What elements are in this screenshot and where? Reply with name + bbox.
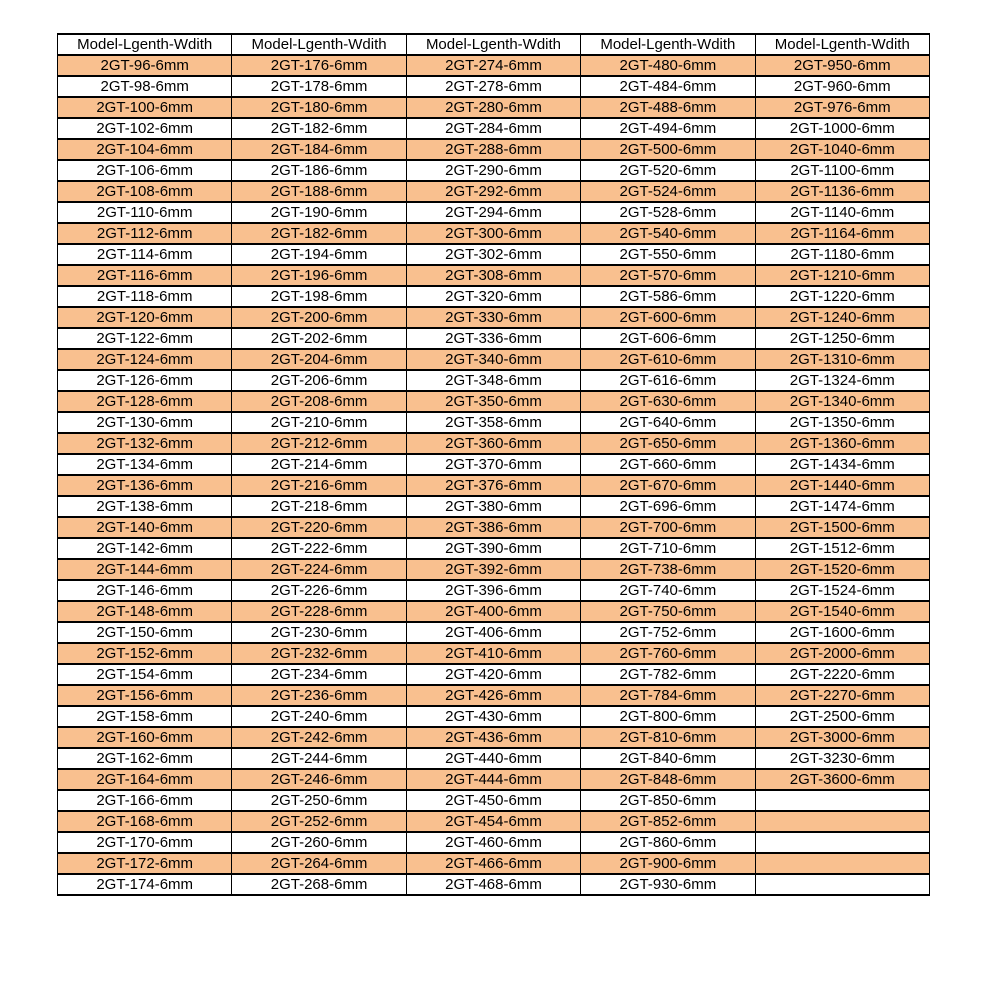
model-cell: 2GT-840-6mm	[581, 748, 755, 769]
model-cell: 2GT-278-6mm	[406, 76, 580, 97]
model-cell: 2GT-320-6mm	[406, 286, 580, 307]
model-cell: 2GT-410-6mm	[406, 643, 580, 664]
model-cell: 2GT-2000-6mm	[755, 643, 929, 664]
model-cell: 2GT-234-6mm	[232, 664, 406, 685]
model-cell: 2GT-976-6mm	[755, 97, 929, 118]
table-row	[58, 811, 930, 832]
model-cell: 2GT-138-6mm	[58, 496, 232, 517]
table-row	[58, 433, 930, 454]
model-cell: 2GT-208-6mm	[232, 391, 406, 412]
table-row	[58, 307, 930, 328]
model-cell: 2GT-386-6mm	[406, 517, 580, 538]
model-cell: 2GT-194-6mm	[232, 244, 406, 265]
model-cell: 2GT-1434-6mm	[755, 454, 929, 475]
model-cell: 2GT-640-6mm	[581, 412, 755, 433]
model-cell: 2GT-740-6mm	[581, 580, 755, 601]
table-row	[58, 265, 930, 286]
spec-table	[57, 33, 930, 896]
model-cell: 2GT-1310-6mm	[755, 349, 929, 370]
model-cell: 2GT-3230-6mm	[755, 748, 929, 769]
model-cell: 2GT-1136-6mm	[755, 181, 929, 202]
model-cell: 2GT-500-6mm	[581, 139, 755, 160]
model-cell: 2GT-616-6mm	[581, 370, 755, 391]
model-cell: 2GT-274-6mm	[406, 55, 580, 76]
table-row	[58, 160, 930, 181]
model-cell: 2GT-242-6mm	[232, 727, 406, 748]
model-cell: 2GT-176-6mm	[232, 55, 406, 76]
header-cell: Model-Lgenth-Wdith	[406, 34, 580, 55]
model-cell: 2GT-738-6mm	[581, 559, 755, 580]
model-cell: 2GT-1340-6mm	[755, 391, 929, 412]
model-cell: 2GT-784-6mm	[581, 685, 755, 706]
model-cell: 2GT-782-6mm	[581, 664, 755, 685]
model-cell: 2GT-348-6mm	[406, 370, 580, 391]
model-cell: 2GT-230-6mm	[232, 622, 406, 643]
model-cell: 2GT-900-6mm	[581, 853, 755, 874]
model-cell: 2GT-100-6mm	[58, 97, 232, 118]
model-cell: 2GT-454-6mm	[406, 811, 580, 832]
model-cell: 2GT-300-6mm	[406, 223, 580, 244]
model-cell: 2GT-1440-6mm	[755, 475, 929, 496]
model-cell: 2GT-550-6mm	[581, 244, 755, 265]
table-row	[58, 748, 930, 769]
model-cell: 2GT-436-6mm	[406, 727, 580, 748]
model-cell: 2GT-206-6mm	[232, 370, 406, 391]
model-cell: 2GT-128-6mm	[58, 391, 232, 412]
model-cell: 2GT-444-6mm	[406, 769, 580, 790]
model-cell: 2GT-1520-6mm	[755, 559, 929, 580]
model-cell: 2GT-540-6mm	[581, 223, 755, 244]
model-cell: 2GT-136-6mm	[58, 475, 232, 496]
model-cell: 2GT-150-6mm	[58, 622, 232, 643]
table-row	[58, 559, 930, 580]
model-cell: 2GT-760-6mm	[581, 643, 755, 664]
model-cell: 2GT-2500-6mm	[755, 706, 929, 727]
table-row	[58, 538, 930, 559]
model-cell: 2GT-660-6mm	[581, 454, 755, 475]
model-cell: 2GT-1524-6mm	[755, 580, 929, 601]
model-cell: 2GT-1512-6mm	[755, 538, 929, 559]
table-row	[58, 643, 930, 664]
table-row	[58, 475, 930, 496]
model-cell: 2GT-1474-6mm	[755, 496, 929, 517]
model-cell: 2GT-696-6mm	[581, 496, 755, 517]
model-cell: 2GT-170-6mm	[58, 832, 232, 853]
table-row	[58, 601, 930, 622]
model-cell: 2GT-228-6mm	[232, 601, 406, 622]
table-row	[58, 496, 930, 517]
model-cell: 2GT-114-6mm	[58, 244, 232, 265]
model-cell: 2GT-164-6mm	[58, 769, 232, 790]
table-row	[58, 286, 930, 307]
model-cell	[755, 832, 929, 853]
table-row	[58, 454, 930, 475]
model-cell: 2GT-260-6mm	[232, 832, 406, 853]
model-cell: 2GT-1040-6mm	[755, 139, 929, 160]
model-cell: 2GT-860-6mm	[581, 832, 755, 853]
model-cell: 2GT-146-6mm	[58, 580, 232, 601]
model-cell: 2GT-130-6mm	[58, 412, 232, 433]
table-row	[58, 97, 930, 118]
model-cell: 2GT-268-6mm	[232, 874, 406, 895]
model-cell: 2GT-350-6mm	[406, 391, 580, 412]
header-cell: Model-Lgenth-Wdith	[232, 34, 406, 55]
model-cell: 2GT-1000-6mm	[755, 118, 929, 139]
header-row	[58, 34, 930, 55]
model-cell: 2GT-930-6mm	[581, 874, 755, 895]
model-cell: 2GT-752-6mm	[581, 622, 755, 643]
model-cell: 2GT-460-6mm	[406, 832, 580, 853]
model-cell: 2GT-162-6mm	[58, 748, 232, 769]
model-cell: 2GT-630-6mm	[581, 391, 755, 412]
model-cell: 2GT-308-6mm	[406, 265, 580, 286]
table-row	[58, 685, 930, 706]
model-cell: 2GT-484-6mm	[581, 76, 755, 97]
model-cell: 2GT-380-6mm	[406, 496, 580, 517]
model-cell: 2GT-852-6mm	[581, 811, 755, 832]
model-cell: 2GT-120-6mm	[58, 307, 232, 328]
model-cell: 2GT-292-6mm	[406, 181, 580, 202]
model-cell: 2GT-202-6mm	[232, 328, 406, 349]
model-cell: 2GT-468-6mm	[406, 874, 580, 895]
model-cell: 2GT-2270-6mm	[755, 685, 929, 706]
model-cell: 2GT-186-6mm	[232, 160, 406, 181]
table-row	[58, 349, 930, 370]
model-cell: 2GT-250-6mm	[232, 790, 406, 811]
model-cell: 2GT-400-6mm	[406, 601, 580, 622]
model-cell: 2GT-184-6mm	[232, 139, 406, 160]
model-cell: 2GT-488-6mm	[581, 97, 755, 118]
model-cell	[755, 853, 929, 874]
model-cell: 2GT-450-6mm	[406, 790, 580, 811]
model-cell: 2GT-610-6mm	[581, 349, 755, 370]
table-row	[58, 874, 930, 895]
model-cell: 2GT-174-6mm	[58, 874, 232, 895]
table-row	[58, 832, 930, 853]
model-cell: 2GT-110-6mm	[58, 202, 232, 223]
model-cell: 2GT-570-6mm	[581, 265, 755, 286]
table-row	[58, 853, 930, 874]
model-cell: 2GT-1100-6mm	[755, 160, 929, 181]
model-cell: 2GT-252-6mm	[232, 811, 406, 832]
model-cell: 2GT-1324-6mm	[755, 370, 929, 391]
model-cell: 2GT-494-6mm	[581, 118, 755, 139]
model-cell: 2GT-126-6mm	[58, 370, 232, 391]
model-cell: 2GT-1180-6mm	[755, 244, 929, 265]
model-cell: 2GT-112-6mm	[58, 223, 232, 244]
model-cell: 2GT-528-6mm	[581, 202, 755, 223]
model-cell: 2GT-466-6mm	[406, 853, 580, 874]
model-cell: 2GT-158-6mm	[58, 706, 232, 727]
table-row	[58, 622, 930, 643]
model-cell: 2GT-1500-6mm	[755, 517, 929, 538]
model-cell: 2GT-650-6mm	[581, 433, 755, 454]
table-row	[58, 76, 930, 97]
model-cell: 2GT-216-6mm	[232, 475, 406, 496]
model-cell: 2GT-710-6mm	[581, 538, 755, 559]
model-cell: 2GT-330-6mm	[406, 307, 580, 328]
model-cell: 2GT-336-6mm	[406, 328, 580, 349]
model-cell: 2GT-224-6mm	[232, 559, 406, 580]
model-cell: 2GT-1220-6mm	[755, 286, 929, 307]
model-cell: 2GT-118-6mm	[58, 286, 232, 307]
model-cell: 2GT-392-6mm	[406, 559, 580, 580]
model-cell: 2GT-376-6mm	[406, 475, 580, 496]
model-cell: 2GT-172-6mm	[58, 853, 232, 874]
model-cell: 2GT-132-6mm	[58, 433, 232, 454]
model-cell: 2GT-850-6mm	[581, 790, 755, 811]
model-cell: 2GT-160-6mm	[58, 727, 232, 748]
model-cell: 2GT-360-6mm	[406, 433, 580, 454]
table-row	[58, 118, 930, 139]
model-cell: 2GT-370-6mm	[406, 454, 580, 475]
model-cell: 2GT-430-6mm	[406, 706, 580, 727]
header-cell: Model-Lgenth-Wdith	[58, 34, 232, 55]
model-cell: 2GT-106-6mm	[58, 160, 232, 181]
model-cell: 2GT-116-6mm	[58, 265, 232, 286]
table-row	[58, 706, 930, 727]
model-cell: 2GT-294-6mm	[406, 202, 580, 223]
model-cell: 2GT-220-6mm	[232, 517, 406, 538]
model-cell: 2GT-800-6mm	[581, 706, 755, 727]
model-cell: 2GT-1240-6mm	[755, 307, 929, 328]
model-cell: 2GT-1350-6mm	[755, 412, 929, 433]
model-cell: 2GT-240-6mm	[232, 706, 406, 727]
model-cell: 2GT-1210-6mm	[755, 265, 929, 286]
table-row	[58, 517, 930, 538]
table-row	[58, 223, 930, 244]
model-cell: 2GT-196-6mm	[232, 265, 406, 286]
model-cell: 2GT-210-6mm	[232, 412, 406, 433]
model-cell: 2GT-810-6mm	[581, 727, 755, 748]
model-cell: 2GT-340-6mm	[406, 349, 580, 370]
model-cell: 2GT-420-6mm	[406, 664, 580, 685]
model-cell: 2GT-154-6mm	[58, 664, 232, 685]
model-cell: 2GT-960-6mm	[755, 76, 929, 97]
model-cell	[755, 790, 929, 811]
model-cell: 2GT-390-6mm	[406, 538, 580, 559]
model-cell: 2GT-3600-6mm	[755, 769, 929, 790]
model-cell: 2GT-200-6mm	[232, 307, 406, 328]
model-cell: 2GT-606-6mm	[581, 328, 755, 349]
model-cell: 2GT-96-6mm	[58, 55, 232, 76]
model-cell: 2GT-2220-6mm	[755, 664, 929, 685]
spec-table-body	[58, 55, 930, 895]
table-row	[58, 202, 930, 223]
model-cell: 2GT-152-6mm	[58, 643, 232, 664]
model-cell: 2GT-182-6mm	[232, 118, 406, 139]
model-cell: 2GT-1250-6mm	[755, 328, 929, 349]
model-cell: 2GT-406-6mm	[406, 622, 580, 643]
model-cell: 2GT-244-6mm	[232, 748, 406, 769]
model-cell: 2GT-168-6mm	[58, 811, 232, 832]
model-cell	[755, 811, 929, 832]
model-cell: 2GT-1600-6mm	[755, 622, 929, 643]
model-cell: 2GT-198-6mm	[232, 286, 406, 307]
table-row	[58, 328, 930, 349]
model-cell: 2GT-166-6mm	[58, 790, 232, 811]
model-cell: 2GT-396-6mm	[406, 580, 580, 601]
table-row	[58, 139, 930, 160]
table-row	[58, 790, 930, 811]
model-cell: 2GT-204-6mm	[232, 349, 406, 370]
model-cell: 2GT-288-6mm	[406, 139, 580, 160]
model-cell: 2GT-212-6mm	[232, 433, 406, 454]
header-cell: Model-Lgenth-Wdith	[755, 34, 929, 55]
table-row	[58, 181, 930, 202]
table-row	[58, 727, 930, 748]
model-cell: 2GT-182-6mm	[232, 223, 406, 244]
model-cell: 2GT-524-6mm	[581, 181, 755, 202]
model-cell: 2GT-108-6mm	[58, 181, 232, 202]
model-cell: 2GT-750-6mm	[581, 601, 755, 622]
model-cell: 2GT-144-6mm	[58, 559, 232, 580]
model-cell: 2GT-480-6mm	[581, 55, 755, 76]
model-cell: 2GT-226-6mm	[232, 580, 406, 601]
model-cell: 2GT-178-6mm	[232, 76, 406, 97]
model-cell: 2GT-280-6mm	[406, 97, 580, 118]
model-cell: 2GT-1540-6mm	[755, 601, 929, 622]
model-cell: 2GT-848-6mm	[581, 769, 755, 790]
model-cell: 2GT-218-6mm	[232, 496, 406, 517]
model-cell: 2GT-426-6mm	[406, 685, 580, 706]
model-cell: 2GT-188-6mm	[232, 181, 406, 202]
model-cell: 2GT-358-6mm	[406, 412, 580, 433]
model-cell: 2GT-520-6mm	[581, 160, 755, 181]
model-cell: 2GT-3000-6mm	[755, 727, 929, 748]
table-row	[58, 769, 930, 790]
model-cell: 2GT-190-6mm	[232, 202, 406, 223]
model-cell: 2GT-222-6mm	[232, 538, 406, 559]
table-row	[58, 391, 930, 412]
model-cell: 2GT-214-6mm	[232, 454, 406, 475]
model-cell: 2GT-122-6mm	[58, 328, 232, 349]
header-cell: Model-Lgenth-Wdith	[581, 34, 755, 55]
model-cell: 2GT-302-6mm	[406, 244, 580, 265]
model-cell: 2GT-586-6mm	[581, 286, 755, 307]
model-cell: 2GT-156-6mm	[58, 685, 232, 706]
model-cell: 2GT-98-6mm	[58, 76, 232, 97]
model-cell: 2GT-1164-6mm	[755, 223, 929, 244]
model-cell: 2GT-264-6mm	[232, 853, 406, 874]
model-cell: 2GT-246-6mm	[232, 769, 406, 790]
model-cell: 2GT-232-6mm	[232, 643, 406, 664]
model-cell: 2GT-124-6mm	[58, 349, 232, 370]
table-row	[58, 244, 930, 265]
table-row	[58, 370, 930, 391]
model-cell: 2GT-670-6mm	[581, 475, 755, 496]
model-cell: 2GT-134-6mm	[58, 454, 232, 475]
table-row	[58, 664, 930, 685]
model-cell: 2GT-284-6mm	[406, 118, 580, 139]
model-cell: 2GT-290-6mm	[406, 160, 580, 181]
table-row	[58, 580, 930, 601]
model-cell: 2GT-140-6mm	[58, 517, 232, 538]
model-cell	[755, 874, 929, 895]
model-cell: 2GT-700-6mm	[581, 517, 755, 538]
model-cell: 2GT-102-6mm	[58, 118, 232, 139]
model-cell: 2GT-180-6mm	[232, 97, 406, 118]
model-cell: 2GT-142-6mm	[58, 538, 232, 559]
model-cell: 2GT-950-6mm	[755, 55, 929, 76]
table-row	[58, 412, 930, 433]
model-cell: 2GT-104-6mm	[58, 139, 232, 160]
model-cell: 2GT-600-6mm	[581, 307, 755, 328]
model-cell: 2GT-148-6mm	[58, 601, 232, 622]
table-row	[58, 55, 930, 76]
model-cell: 2GT-236-6mm	[232, 685, 406, 706]
model-cell: 2GT-1360-6mm	[755, 433, 929, 454]
model-cell: 2GT-440-6mm	[406, 748, 580, 769]
model-cell: 2GT-1140-6mm	[755, 202, 929, 223]
